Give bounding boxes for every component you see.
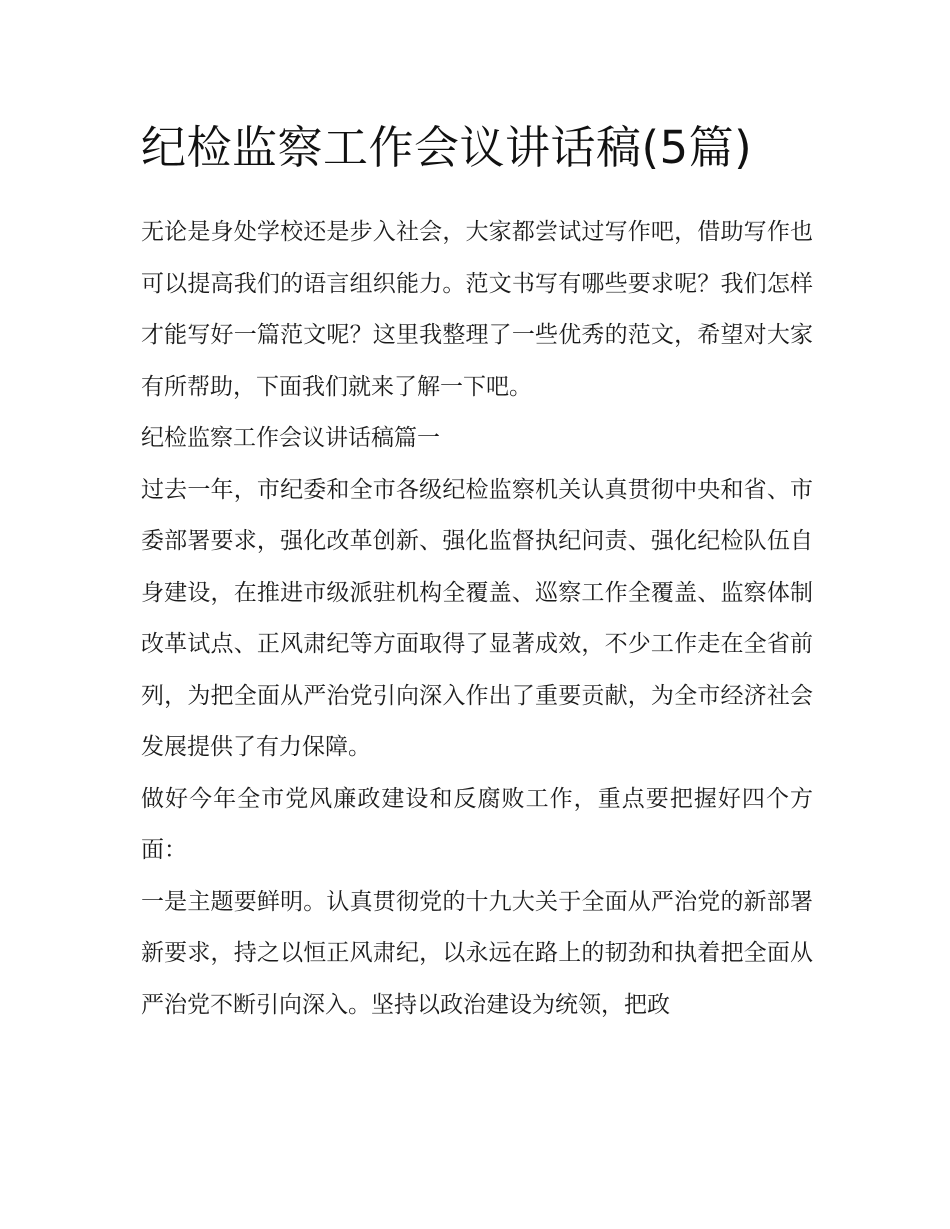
body-paragraph: 过去一年，市纪委和全市各级纪检监察机关认真贯彻中央和省、市委部署要求，强化改革创新、强化监督执纪问责、强化纪检队伍自身建设，在推进市级派驻机构全覆盖、巡察工作全覆盖、监察体制改革试点、正风肃纪等方面取得了显著成效，不少工作走在全省前列，为把全面从严治党引向深入作出了重要贡献，为全市经济社会发展提供了有力保障。	[141, 476, 813, 760]
section-heading: 纪检监察工作会议讲话稿篇一	[141, 425, 440, 451]
body-paragraph: 一是主题要鲜明。认真贯彻党的十九大关于全面从严治党的新部署新要求，持之以恒正风肃纪，以永远在路上的韧劲和执着把全面从严治党不断引向深入。坚持以政治建设为统领，把政	[141, 888, 813, 1018]
intro-paragraph: 无论是身处学校还是步入社会，大家都尝试过写作吧，借助写作也可以提高我们的语言组织能力。范文书写有哪些要求呢？我们怎样才能写好一篇范文呢？这里我整理了一些优秀的范文，希望对大家有所帮助，下面我们就来了解一下吧。	[141, 219, 813, 400]
document-title: 纪检监察工作会议讲话稿(5篇)	[141, 121, 753, 174]
document-body	[141, 118, 813, 1031]
body-paragraph: 做好今年全市党风廉政建设和反腐败工作，重点要把握好四个方面：	[141, 785, 813, 863]
